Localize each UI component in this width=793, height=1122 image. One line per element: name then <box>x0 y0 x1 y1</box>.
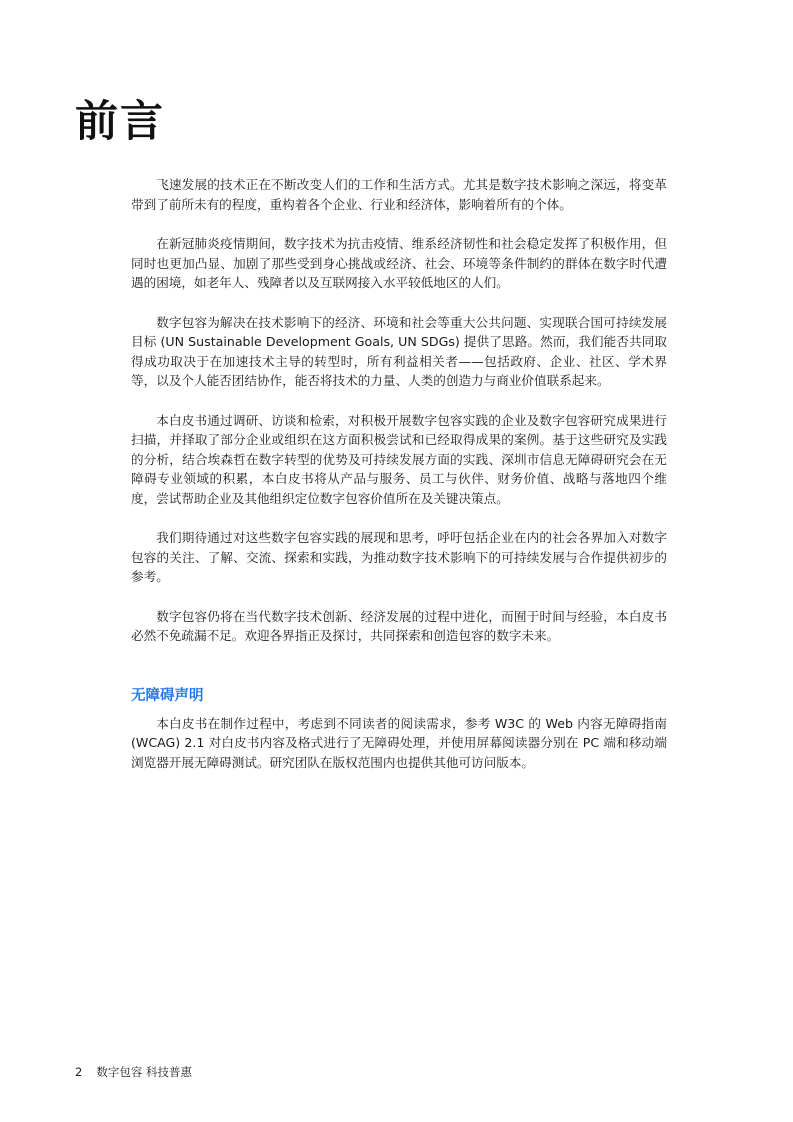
page-title: 前言 <box>75 97 165 147</box>
accessibility-heading: 无障碍声明 <box>131 687 204 704</box>
page-number: 2 <box>75 1065 83 1079</box>
paragraph-6: 数字包容仍将在当代数字技术创新、经济发展的过程中进化，而囿于时间与经验，本白皮书必然不免疏漏不足。欢迎各界指正及探讨，共同探索和创造包容的数字未来。 <box>131 608 667 643</box>
page-footer <box>75 1064 192 1080</box>
paragraph-5: 我们期待通过对这些数字包容实践的展现和思考，呼吁包括企业在内的社会各界加入对数字包容的关注、了解、交流、探索和实践，为推动数字技术影响下的可持续发展与合作提供初步的参考。 <box>131 530 667 584</box>
accessibility-paragraph: 本白皮书在制作过程中，考虑到不同读者的阅读需求，参考 W3C 的 Web 内容无障碍指南 (WCAG) 2.1 对白皮书内容及格式进行了无障碍处理，并使用屏幕阅读器分别在 PC 端和移动端浏览器开展无障碍测试。研究团队在版权范围内也提供其他可访问版本。 <box>131 715 667 770</box>
main-content <box>131 175 667 792</box>
paragraph-4: 本白皮书通过调研、访谈和检索，对积极开展数字包容实践的企业及数字包容研究成果进行扫描，并择取了部分企业或组织在这方面积极尝试和已经取得成果的案例。基于这些研究及实践的分析，结合埃森哲在数字转型的优势及可持续发展方面的实践、深圳市信息无障碍研究会在无障碍专业领域的积累，本白皮书将从产品与服务、员工与伙伴、财务价值、战略与落地四个维度，尝试帮助企业及其他组织定位数字包容价值所在及关键决策点。 <box>131 412 667 506</box>
running-title: 数字包容 科技普惠 <box>96 1065 192 1079</box>
paragraph-2: 在新冠肺炎疫情期间，数字技术为抗击疫情、维系经济韧性和社会稳定发挥了积极作用，但同时也更加凸显、加剧了那些受到身心挑战或经济、社会、环境等条件制约的群体在数字时代遭遇的困境，如老年人、残障者以及互联网接入水平较低地区的人们。 <box>131 236 667 290</box>
paragraph-3: 数字包容为解决在技术影响下的经济、环境和社会等重大公共问题、实现联合国可持续发展目标 (UN Sustainable Development Goals, UN SDGs) 提供了思路。然而，我们能否共同取得成功取决于在加速技术主导的转型时，所有利益相关者——包括政府、企业、社区、学术界等，以及个人能否团结协作，能否将技术的力量、人类的创造力与商业价值联系起来。 <box>131 314 667 388</box>
paragraph-1: 飞速发展的技术正在不断改变人们的工作和生活方式。尤其是数字技术影响之深远，将变革带到了前所未有的程度，重构着各个企业、行业和经济体，影响着所有的个体。 <box>131 177 667 212</box>
